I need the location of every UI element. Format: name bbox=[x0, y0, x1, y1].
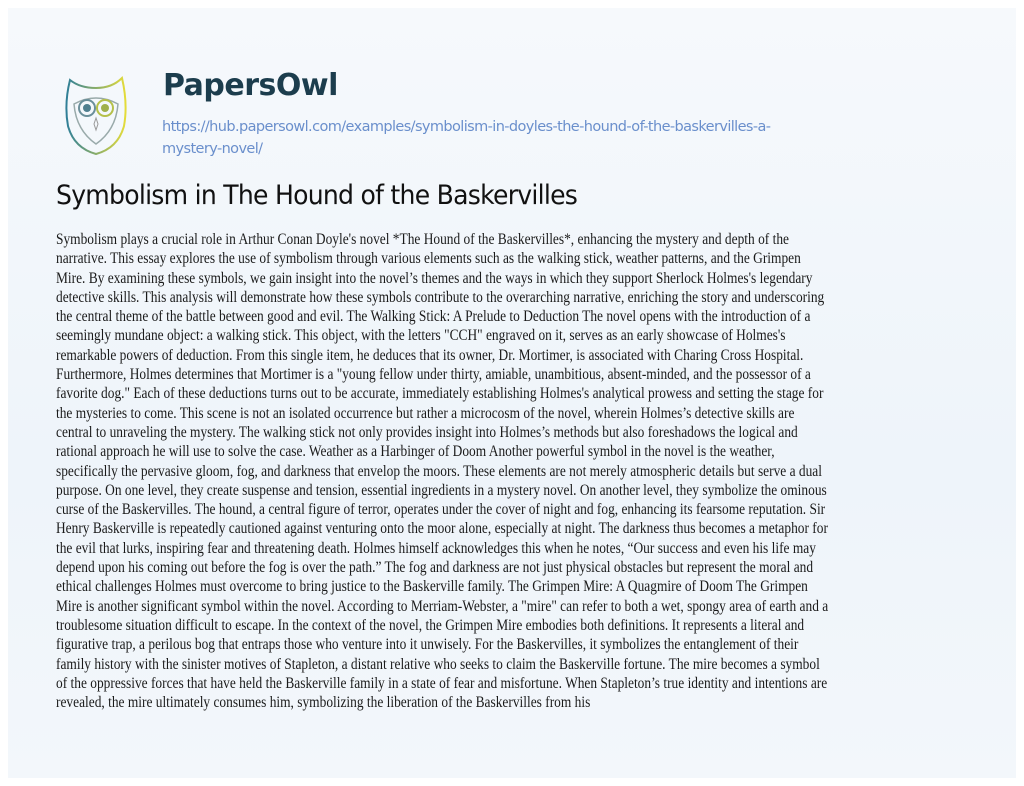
body-text-line: family history with the sinister motives of Stapleton, a distant relative who seeks to claim the Baskerville fortune. The mire becomes a symbol bbox=[56, 655, 820, 673]
page-title: Symbolism in The Hound of the Baskervilles bbox=[56, 180, 578, 211]
body-text-line: specifically the pervasive gloom, fog, and darkness that envelop the moors. These elements are not merely atmospheric details but serve a dual bbox=[56, 462, 822, 480]
body-text-line: depend upon his coming out before the fog is over the path.” The fog and darkness are not just physical obstacles but represent the moral and bbox=[56, 559, 814, 577]
body-text-line: curse of the Baskervilles. The hound, a central figure of terror, operates under the cover of night and fog, enhancing its fearsome reputation. Sir bbox=[56, 501, 826, 519]
body-text-line: the mysteries to come. This scene is not an isolated occurrence but rather a microcosm of the novel, wherein Holmes’s detective skills are bbox=[56, 404, 795, 422]
source-url-link[interactable] bbox=[162, 116, 932, 160]
body-text-line: ethical challenges Holmes must overcome to bring justice to the Baskerville family. The Grimpen Mire: A Quagmire of Doom The Grimpen bbox=[56, 578, 808, 596]
url-line-2[interactable]: mystery-novel/ bbox=[162, 141, 263, 157]
body-text-line: Mire. By examining these symbols, we gain insight into the novel’s themes and the ways in which they support Sherlock Holmes's legendary bbox=[56, 269, 813, 287]
body-text-line: troublesome situation difficult to escape. In the context of the novel, the Grimpen Mire embodies both definitions. It represents a literal and bbox=[56, 616, 805, 634]
document-card bbox=[8, 8, 1016, 778]
essay-body bbox=[56, 230, 828, 712]
body-text-line: favorite dog." Each of these deductions turns out to be accurate, immediately establishing Holmes's analytical prowess and setting the stage for bbox=[56, 385, 824, 403]
brand-name: PapersOwl bbox=[163, 68, 338, 103]
body-text-line: figurative trap, a perilous bog that entraps those who venture into it unwisely. For the Baskervilles, it symbolizes the entanglement of their bbox=[56, 636, 799, 654]
body-text-line: Furthermore, Holmes determines that Mortimer is a "young fellow under thirty, amiable, unambitious, absent-minded, and the possessor of a bbox=[56, 366, 811, 384]
owl-logo-icon bbox=[58, 74, 134, 156]
body-text-line: detective skills. This analysis will demonstrate how these symbols contribute to the overarching narrative, enriching the story and underscoring bbox=[56, 288, 825, 306]
body-text-line: of the oppressive forces that have held the Baskerville family in a state of fear and misfortune. When Stapleton’s true identity and intentions are bbox=[56, 674, 828, 692]
body-text-line: narrative. This essay explores the use of symbolism through various elements such as the walking stick, weather patterns, and the Grimpen bbox=[56, 250, 801, 268]
body-text-line: central to unraveling the mystery. The walking stick not only provides insight into Holmes’s methods but also foreshadows the logical and bbox=[56, 423, 798, 441]
body-text-line: Symbolism plays a crucial role in Arthur Conan Doyle's novel *The Hound of the Baskervilles*, enhancing the mystery and depth of the bbox=[56, 231, 789, 248]
body-text-line: revealed, the mire ultimately consumes him, symbolizing the liberation of the Baskervilles from his bbox=[56, 694, 591, 712]
body-text-line: seemingly mundane object: a walking stick. This object, with the letters "CCH" engraved on it, serves as an early showcase of Holmes's bbox=[56, 327, 786, 345]
body-text-line: the evil that lurks, inspiring fear and threatening death. Holmes himself acknowledges this when he notes, “Our success and even his life may bbox=[56, 539, 816, 557]
body-text-line: rational approach he will use to solve the case. Weather as a Harbinger of Doom Another powerful symbol in the novel is the weather, bbox=[56, 443, 775, 461]
body-text-line: Mire is another significant symbol within the novel. According to Merriam-Webster, a "mire" can refer to both a wet, spongy area of earth and a bbox=[56, 597, 829, 615]
body-text-line: Henry Baskerville is repeatedly cautioned against venturing onto the moor alone, especially at night. The darkness thus becomes a metaphor for bbox=[56, 520, 828, 538]
body-text-line: purpose. On one level, they create suspense and tension, essential ingredients in a mystery novel. On another level, they symbolize the ominous bbox=[56, 481, 827, 499]
body-text-line: the central theme of the battle between good and evil. The Walking Stick: A Prelude to Deduction The novel opens with the introduction of a bbox=[56, 308, 811, 326]
body-text-line: remarkable powers of deduction. From this single item, he deduces that its owner, Dr. Mortimer, is associated with Charing Cross Hospital. bbox=[56, 346, 804, 364]
url-line-1[interactable]: https://hub.papersowl.com/examples/symbolism-in-doyles-the-hound-of-the-baskervilles-a- bbox=[162, 119, 771, 135]
